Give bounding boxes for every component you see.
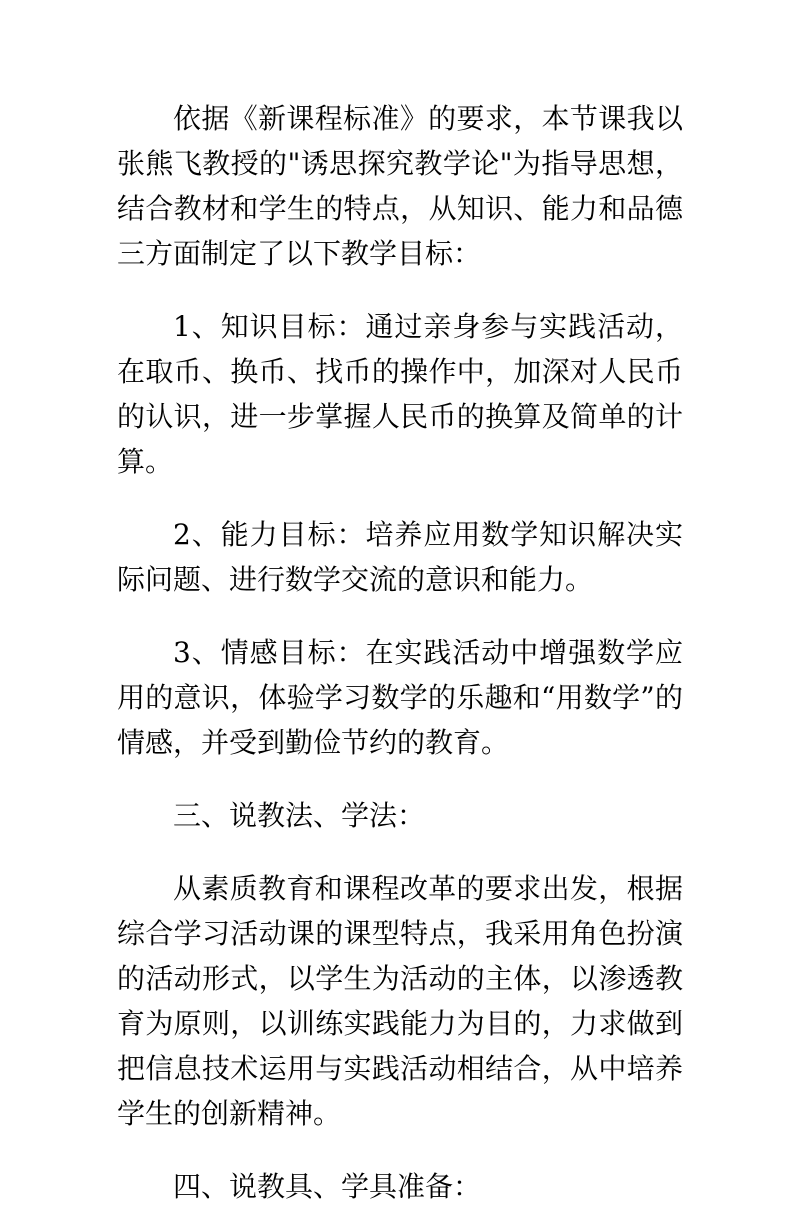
methods-paragraph: 从素质教育和课程改革的要求出发，根据综合学习活动课的课型特点，我采用角色扮演的活动形式，以学生为活动的主体，以渗透教育为原则，以训练实践能力为目的，力求做到把信息技术运用与实践活动相结合，从中培养学生的创新精神。 bbox=[117, 872, 683, 1130]
section-heading-materials: 四、说教具、学具准备： bbox=[173, 1170, 482, 1203]
document-page bbox=[117, 96, 683, 1209]
section-heading-methods: 三、说教法、学法： bbox=[173, 799, 426, 832]
intro-paragraph: 依据《新课程标准》的要求，本节课我以张熊飞教授的"诱思探究教学论"为指导思想，结合教材和学生的特点，从知识、能力和品德三方面制定了以下教学目标： bbox=[117, 102, 683, 270]
knowledge-goal-paragraph: 1、知识目标：通过亲身参与实践活动，在取币、换币、找币的操作中，加深对人民币的认识，进一步掌握人民币的换算及简单的计算。 bbox=[117, 310, 683, 478]
ability-goal-paragraph: 2、能力目标：培养应用数学知识解决实际问题、进行数学交流的意识和能力。 bbox=[117, 518, 683, 596]
emotion-goal-paragraph: 3、情感目标：在实践活动中增强数学应用的意识，体验学习数学的乐趣和“用数学”的情感，并受到勤俭节约的教育。 bbox=[117, 636, 683, 759]
